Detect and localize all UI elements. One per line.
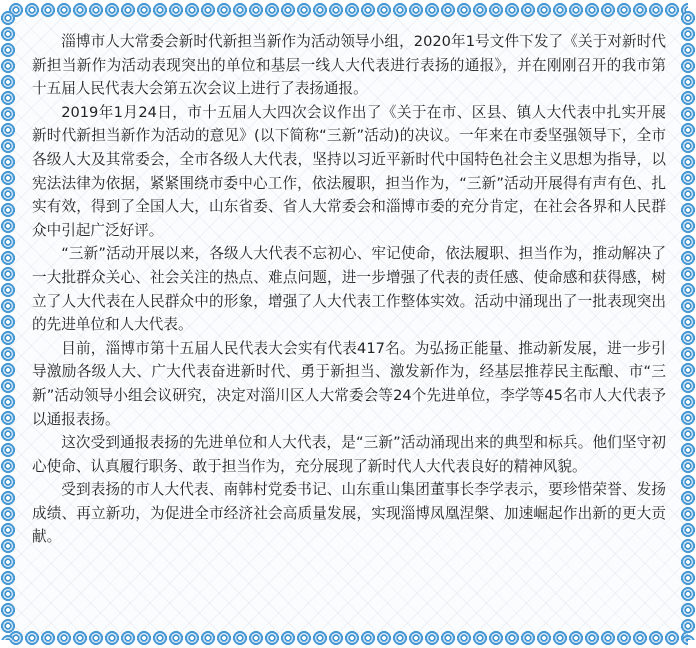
article-body: [32, 30, 666, 549]
decorative-border-right: [680, 10, 696, 640]
paragraph: 这次受到通报表扬的先进单位和人大代表，是“三新”活动涌现出来的典型和标兵。他们坚守初心使命、认真履行职务、敢于担当作为，充分展现了新时代人大代表良好的精神风貌。: [32, 434, 666, 475]
decorative-border-left: [0, 10, 16, 640]
paragraph: “三新”活动开展以来，各级人大代表不忘初心、牢记使命，依法履职、担当作为，推动解决了一大批群众关心、社会关注的热点、难点问题，进一步增强了代表的责任感、使命感和获得感，树立了人大代表在人民群众中的形象，增强了人大代表工作整体实效。活动中涌现出了一批表现突出的先进单位和人大代表。: [32, 245, 666, 334]
paragraph: 2019年1月24日，市十五届人大四次会议作出了《关于在市、区县、镇人大代表中扎实开展新时代新担当新作为活动的意见》(以下简称“三新”活动)的决议。一年来在市委坚强领导下，全市各级人大及其常委会，全市各级人大代表，坚持以习近平新时代中国特色社会主义思想为指导，以宪法法律为依据，紧紧围绕市委中心工作，依法履职，担当作为，“三新”活动开展得有声有色、扎实有效，得到了全国人大，山东省委、省人大常委会和淄博市委的充分肯定，在社会各界和人民群众中引起广泛好评。: [32, 103, 666, 239]
decorative-border-bottom: [8, 630, 688, 646]
decorative-border-top: [8, 2, 688, 18]
paragraph: 受到表扬的市人大代表、南韩村党委书记、山东重山集团董事长李学表示，要珍惜荣誉、发扬成绩、再立新功，为促进全市经济社会高质量发展，实现淄博凤凰涅槃、加速崛起作出新的更大贡献。: [32, 481, 666, 546]
paragraph: 目前，淄博市第十五届人民代表大会实有代表417名。为弘扬正能量、推动新发展，进一步引导激励各级人大、广大代表奋进新时代、勇于新担当、激发新作为，经基层推荐民主酝酿、市“三新”活动领导小组会议研究，决定对淄川区人大常委会等24个先进单位，李学等45名市人大代表予以通报表扬。: [32, 339, 666, 428]
paragraph: 淄博市人大常委会新时代新担当新作为活动领导小组，2020年1号文件下发了《关于对新时代新担当新作为活动表现突出的单位和基层一线人大代表进行表扬的通报》，并在刚刚召开的我市第十五届人民代表大会第五次会议上进行了表扬通报。: [32, 33, 666, 98]
